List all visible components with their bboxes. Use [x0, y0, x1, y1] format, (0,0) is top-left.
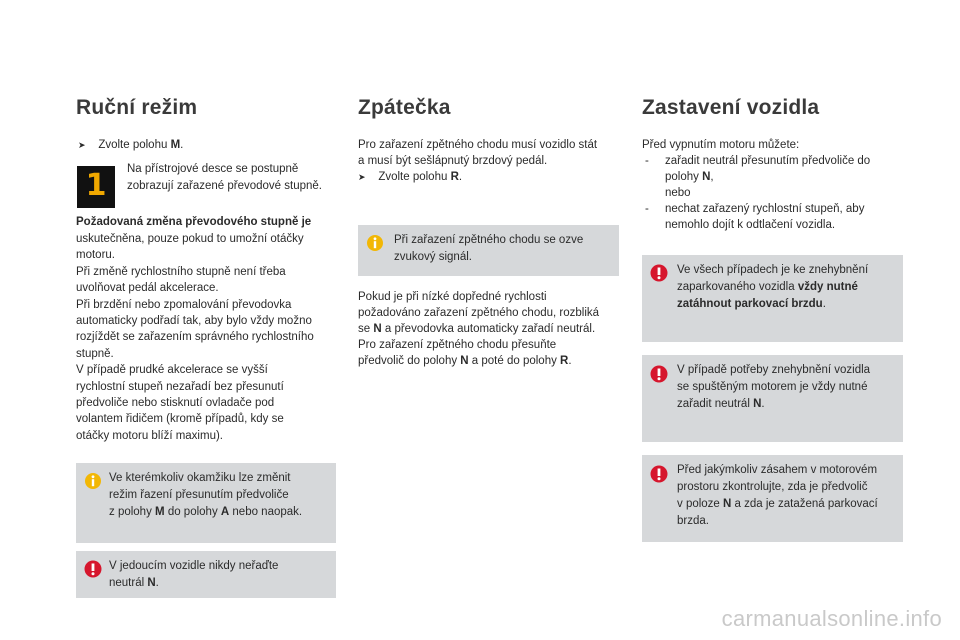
reverse-para-2: požadováno zařazení zpětného chodu, rozbliká	[358, 307, 600, 319]
arrow-bullet-icon: ➤	[78, 141, 86, 151]
dashboard-text-line2: zobrazují zařazené převodové stupně.	[127, 180, 322, 192]
warning-icon	[650, 465, 668, 483]
w3-line-1: Před jakýmkoliv zásahem v motorovém	[677, 464, 878, 476]
info-icon	[366, 234, 384, 252]
stopping-item-2-line-2: nemohlo dojít k odtlačení vozidla.	[665, 219, 836, 231]
warning-icon	[650, 264, 668, 282]
warning-icon	[650, 365, 668, 383]
manual-para-line: rychlostní stupeň nezařadí bez přesunutí	[76, 380, 284, 393]
manual-para-line: uskutečněna, pouze pokud to umožní otáčky	[76, 233, 304, 245]
w3-line-3: v poloze N a zda je zatažená parkovací	[677, 498, 878, 510]
reverse-intro-2: a musí být sešlápnutý brzdový pedál.	[358, 155, 548, 167]
manual-para-line: Při brzdění nebo zpomalování převodovka	[76, 298, 292, 311]
manual-para-line: motoru.	[76, 249, 115, 262]
reverse-para-4: Pro zařazení zpětného chodu přesuňte	[358, 339, 557, 351]
info-box-mode-change	[76, 463, 336, 543]
reverse-title: Zpátečka	[358, 96, 451, 119]
info-box-reverse-sound	[358, 225, 619, 276]
stopping-item-1-line-2: polohy N,	[665, 171, 714, 183]
reverse-para-5: předvolič do polohy N a poté do polohy R.	[358, 355, 572, 367]
reverse-step: ➤ Zvolte polohu R.	[358, 171, 463, 183]
manual-para-line: volantem řidičem (kromě případů, kdy se	[76, 413, 284, 426]
info-line-2: režim řazení přesunutím předvoliče	[109, 489, 289, 501]
info-line-3: z polohy M do polohy A nebo naopak.	[109, 506, 303, 518]
w1-line-3: zatáhnout parkovací brzdu.	[677, 298, 826, 310]
w1-line-1: Ve všech případech je ke znehybnění	[677, 264, 869, 276]
info-icon	[84, 472, 102, 490]
manual-para-line: rozjíždět se zařazením správného rychlostního	[76, 331, 314, 344]
warning-box-neutral-engine	[642, 355, 903, 442]
watermark: carmanualsonline.info	[721, 606, 942, 631]
warn-line-1: V jedoucím vozidle nikdy neřaďte	[109, 560, 279, 572]
stopping-item-1-line-3: nebo	[665, 187, 691, 199]
manual-para-line: automaticky podřadí tak, aby bylo vždy možno	[76, 315, 312, 327]
manual-para-line: stupně.	[76, 347, 114, 360]
gear-display-digit: 1	[85, 168, 107, 203]
w1-line-2: zaparkovaného vozidla vždy nutné	[677, 281, 858, 293]
w2-line-3: zařadit neutrál N.	[677, 398, 765, 410]
manual-para-line: otáčky motoru blíží maximu).	[76, 429, 223, 442]
warning-box-engine-compartment	[642, 455, 903, 542]
manual-para-heading: Požadovaná změna převodového stupně je	[76, 216, 312, 228]
warning-box-parking-brake	[642, 255, 903, 342]
warn-line-2: neutrál N.	[109, 577, 159, 589]
stopping-item-1-line-1: zařadit neutrál přesunutím předvoliče do	[665, 155, 871, 167]
stopping-dash-2: -	[645, 203, 649, 215]
manual-para-line: uvolňovat pedál akcelerace.	[76, 282, 219, 295]
reverse-info-line-1: Při zařazení zpětného chodu se ozve	[394, 234, 584, 246]
warning-box-neutral	[76, 551, 336, 598]
manual-mode-title: Ruční režim	[76, 96, 198, 119]
warning-icon	[84, 560, 102, 578]
stopping-item-2-line-1: nechat zařazený rychlostní stupeň, aby	[665, 203, 865, 215]
reverse-para-1: Pokud je při nízké dopředné rychlosti	[358, 291, 547, 303]
w3-line-4: brzda.	[677, 515, 709, 527]
reverse-intro-1: Pro zařazení zpětného chodu musí vozidlo stát	[358, 139, 598, 151]
manual-para-line: Při změně rychlostního stupně není třeba	[76, 265, 286, 278]
reverse-info-line-2: zvukový signál.	[394, 251, 472, 263]
w2-line-1: V případě potřeby znehybnění vozidla	[677, 364, 871, 376]
stopping-dash-1: -	[645, 155, 649, 167]
dashboard-text-line1: Na přístrojové desce se postupně	[127, 163, 299, 175]
arrow-bullet-icon: ➤	[358, 173, 366, 183]
stopping-intro: Před vypnutím motoru můžete:	[642, 139, 800, 151]
manual-para-line: předvoliče nebo stisknutí ovladače pod	[76, 397, 275, 409]
reverse-para-3: se N a převodovka automaticky zařadí neutrál.	[358, 323, 596, 335]
w3-line-2: prostoru zkontrolujte, zda je předvolič	[677, 481, 868, 493]
w2-line-2: se spuštěným motorem je vždy nutné	[677, 381, 868, 393]
manual-step: ➤ Zvolte polohu M.	[78, 139, 184, 151]
gear-display-image	[77, 166, 115, 208]
manual-para-line: V případě prudké akcelerace se vyšší	[76, 364, 268, 377]
info-line-1: Ve kterémkoliv okamžiku lze změnit	[109, 472, 291, 484]
stopping-title: Zastavení vozidla	[642, 96, 820, 119]
